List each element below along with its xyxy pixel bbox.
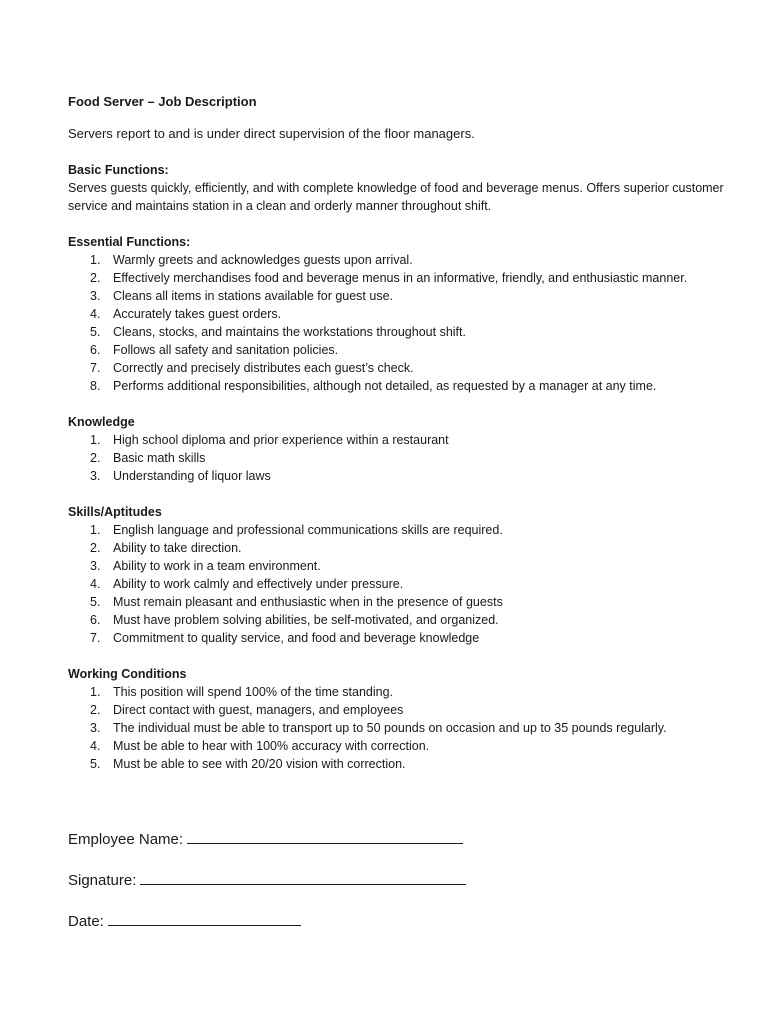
list-item-text: Must have problem solving abilities, be self-motivated, and organized.: [113, 613, 499, 627]
list-item-number: 5.: [90, 595, 101, 609]
signature-blank[interactable]: [140, 870, 466, 885]
signature-label: Signature:: [68, 872, 137, 889]
list-item-number: 2.: [90, 271, 101, 285]
list-item-text: Direct contact with guest, managers, and employees: [113, 703, 404, 717]
list-item-text: Ability to work in a team environment.: [113, 559, 321, 573]
list-item-number: 1.: [90, 523, 101, 537]
skills-section: [68, 503, 728, 647]
list-item-text: Ability to take direction.: [113, 541, 242, 555]
employee-name-blank[interactable]: [187, 829, 463, 844]
list-item-number: 2.: [90, 703, 101, 717]
list-item: [68, 737, 728, 755]
list-item: [68, 701, 728, 719]
list-item-text: This position will spend 100% of the time standing.: [113, 685, 394, 699]
list-item-text: Must remain pleasant and enthusiastic when in the presence of guests: [113, 595, 503, 609]
list-item-text: Performs additional responsibilities, although not detailed, as requested by a manager at any time.: [113, 379, 657, 393]
list-item-text: Ability to work calmly and effectively under pressure.: [113, 577, 404, 591]
employee-name-label: Employee Name:: [68, 831, 184, 848]
list-item: [68, 449, 728, 467]
list-item: [68, 431, 728, 449]
list-item-number: 3.: [90, 289, 101, 303]
list-item-text: High school diploma and prior experience within a restaurant: [113, 433, 449, 447]
basic-functions-section: [68, 161, 728, 215]
working-conditions-heading: Working Conditions: [68, 667, 187, 681]
list-item-text: Must be able to hear with 100% accuracy with correction.: [113, 739, 430, 753]
list-item: [68, 377, 728, 395]
job-description-document: [68, 93, 728, 773]
date-label: Date:: [68, 913, 104, 930]
list-item: [68, 323, 728, 341]
knowledge-section: [68, 413, 728, 485]
knowledge-heading: Knowledge: [68, 415, 135, 429]
date-line: [68, 911, 301, 932]
basic-functions-heading: Basic Functions:: [68, 163, 169, 177]
list-item-text: English language and professional communications skills are required.: [113, 523, 503, 537]
list-item-number: 2.: [90, 541, 101, 555]
list-item: [68, 251, 728, 269]
list-item: [68, 611, 728, 629]
skills-list: [68, 521, 728, 647]
list-item-number: 8.: [90, 379, 101, 393]
list-item-text: The individual must be able to transport up to 50 pounds on occasion and up to 35 pounds regularly.: [113, 721, 667, 735]
list-item: [68, 521, 728, 539]
list-item: [68, 683, 728, 701]
list-item-number: 4.: [90, 739, 101, 753]
basic-functions-text: Serves guests quickly, efficiently, and with complete knowledge of food and beverage menus. Offers superior customer service and maintains station in a clean and orderly manner throughout shift.: [68, 181, 724, 213]
date-blank[interactable]: [108, 911, 301, 926]
employee-name-line: [68, 829, 463, 850]
document-title: Food Server – Job Description: [68, 94, 257, 109]
list-item-text: Understanding of liquor laws: [113, 469, 271, 483]
list-item-text: Effectively merchandises food and beverage menus in an informative, friendly, and enthusiastic manner.: [113, 271, 688, 285]
list-item: [68, 269, 728, 287]
list-item: [68, 305, 728, 323]
list-item: [68, 557, 728, 575]
list-item-number: 4.: [90, 577, 101, 591]
list-item-text: Basic math skills: [113, 451, 206, 465]
list-item-number: 3.: [90, 469, 101, 483]
list-item: [68, 359, 728, 377]
list-item: [68, 755, 728, 773]
list-item-number: 1.: [90, 685, 101, 699]
list-item: [68, 467, 728, 485]
list-item-text: Commitment to quality service, and food and beverage knowledge: [113, 631, 480, 645]
intro-text: Servers report to and is under direct supervision of the floor managers.: [68, 126, 475, 141]
list-item-number: 7.: [90, 361, 101, 375]
list-item: [68, 719, 728, 737]
list-item-text: Must be able to see with 20/20 vision with correction.: [113, 757, 406, 771]
list-item: [68, 341, 728, 359]
skills-heading: Skills/Aptitudes: [68, 505, 162, 519]
list-item: [68, 575, 728, 593]
working-conditions-list: [68, 683, 728, 773]
list-item-number: 3.: [90, 721, 101, 735]
list-item-number: 7.: [90, 631, 101, 645]
working-conditions-section: [68, 665, 728, 773]
list-item-text: Cleans all items in stations available for guest use.: [113, 289, 394, 303]
list-item-text: Cleans, stocks, and maintains the workstations throughout shift.: [113, 325, 466, 339]
list-item-text: Correctly and precisely distributes each guest’s check.: [113, 361, 414, 375]
list-item-number: 5.: [90, 757, 101, 771]
list-item-number: 1.: [90, 253, 101, 267]
list-item-text: Warmly greets and acknowledges guests upon arrival.: [113, 253, 413, 267]
list-item: [68, 593, 728, 611]
list-item-number: 1.: [90, 433, 101, 447]
signature-line: [68, 870, 466, 891]
essential-functions-section: [68, 233, 728, 395]
list-item-number: 4.: [90, 307, 101, 321]
list-item-number: 5.: [90, 325, 101, 339]
list-item: [68, 539, 728, 557]
list-item-number: 6.: [90, 343, 101, 357]
knowledge-list: [68, 431, 728, 485]
list-item-text: Follows all safety and sanitation policies.: [113, 343, 339, 357]
essential-functions-heading: Essential Functions:: [68, 235, 191, 249]
list-item-number: 2.: [90, 451, 101, 465]
list-item-text: Accurately takes guest orders.: [113, 307, 282, 321]
list-item: [68, 629, 728, 647]
list-item-number: 3.: [90, 559, 101, 573]
essential-functions-list: [68, 251, 728, 395]
list-item: [68, 287, 728, 305]
list-item-number: 6.: [90, 613, 101, 627]
